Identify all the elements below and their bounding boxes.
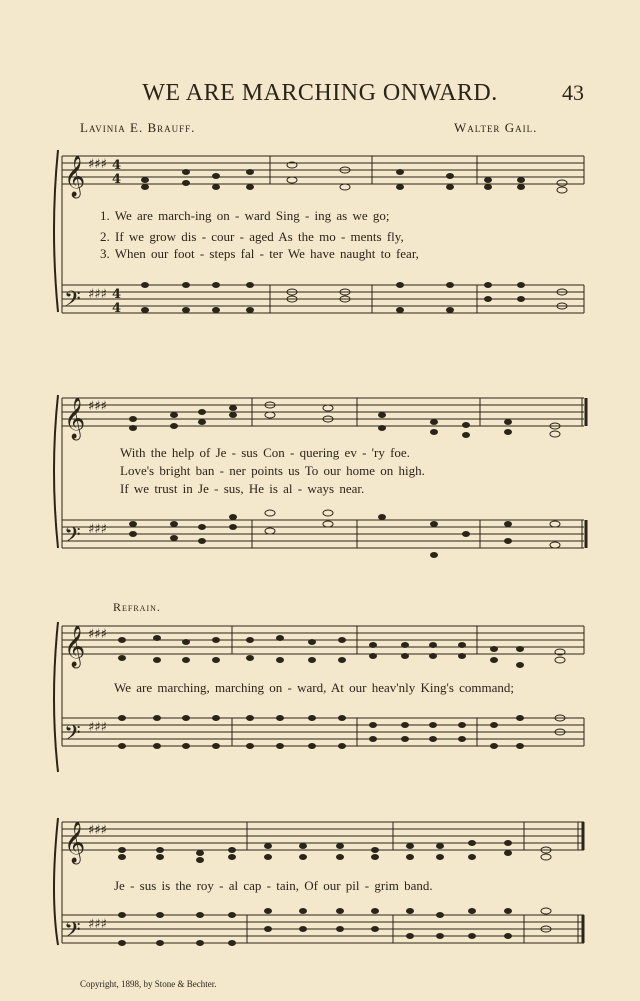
svg-text:4: 4 xyxy=(112,287,122,302)
page-number: 43 xyxy=(562,80,584,105)
bass-clef-icon: 𝄢 xyxy=(64,523,81,553)
svg-text:♯♯♯: ♯♯♯ xyxy=(88,917,107,932)
copyright-notice: Copyright, 1898, by Stone & Bechter. xyxy=(80,979,217,989)
treble-clef-icon: 𝄞 xyxy=(64,626,86,667)
svg-text:4: 4 xyxy=(112,172,122,187)
bass-clef-icon: 𝄢 xyxy=(64,721,81,751)
composer-credit: Walter Gail. xyxy=(454,120,538,135)
svg-text:♯♯♯: ♯♯♯ xyxy=(88,287,107,302)
system-3 xyxy=(54,622,584,772)
bass-clef-icon: 𝄢 xyxy=(64,287,81,317)
svg-text:♯♯♯: ♯♯♯ xyxy=(88,720,107,735)
svg-text:4: 4 xyxy=(112,158,122,173)
lyric-verse-2-line-1: 2. If we grow dis - cour - aged As the mo - ments fly, xyxy=(100,229,404,244)
lyricist-credit: Lavinia E. Brauff. xyxy=(80,120,196,135)
lyric-refrain-line-2: Je - sus is the roy - al cap - tain, Of our pil - grim band. xyxy=(114,878,433,893)
hymn-title: WE ARE MARCHING ONWARD. xyxy=(142,80,498,106)
lyric-verse-2-line-2: Love's bright ban - ner points us To our home on high. xyxy=(120,463,425,478)
svg-text:♯♯♯: ♯♯♯ xyxy=(88,823,107,838)
lyric-verse-1-line-1: 1. We are march-ing on - ward Sing - ing as we go; xyxy=(100,208,390,223)
bass-clef-icon: 𝄢 xyxy=(64,918,81,948)
svg-text:♯♯♯: ♯♯♯ xyxy=(88,399,107,414)
lyric-refrain-line-1: We are marching, marching on - ward, At our heav'nly King's command; xyxy=(114,680,515,695)
lyric-verse-3-line-1: 3. When our foot - steps fal - ter We have naught to fear, xyxy=(100,246,419,261)
note-heads xyxy=(118,162,567,946)
svg-text:4: 4 xyxy=(112,301,122,316)
lyric-verse-1-line-2: With the help of Je - sus Con - quering ev - 'ry foe. xyxy=(120,445,410,460)
refrain-label: Refrain. xyxy=(113,600,161,614)
svg-text:♯♯♯: ♯♯♯ xyxy=(88,627,107,642)
treble-clef-icon: 𝄞 xyxy=(64,822,86,863)
lyric-verse-3-line-2: If we trust in Je - sus, He is al - ways near. xyxy=(120,481,365,496)
treble-clef-icon: 𝄞 xyxy=(64,398,86,439)
svg-text:♯♯♯: ♯♯♯ xyxy=(88,522,107,537)
treble-clef-icon: 𝄞 xyxy=(64,156,86,197)
svg-text:♯♯♯: ♯♯♯ xyxy=(88,157,107,172)
